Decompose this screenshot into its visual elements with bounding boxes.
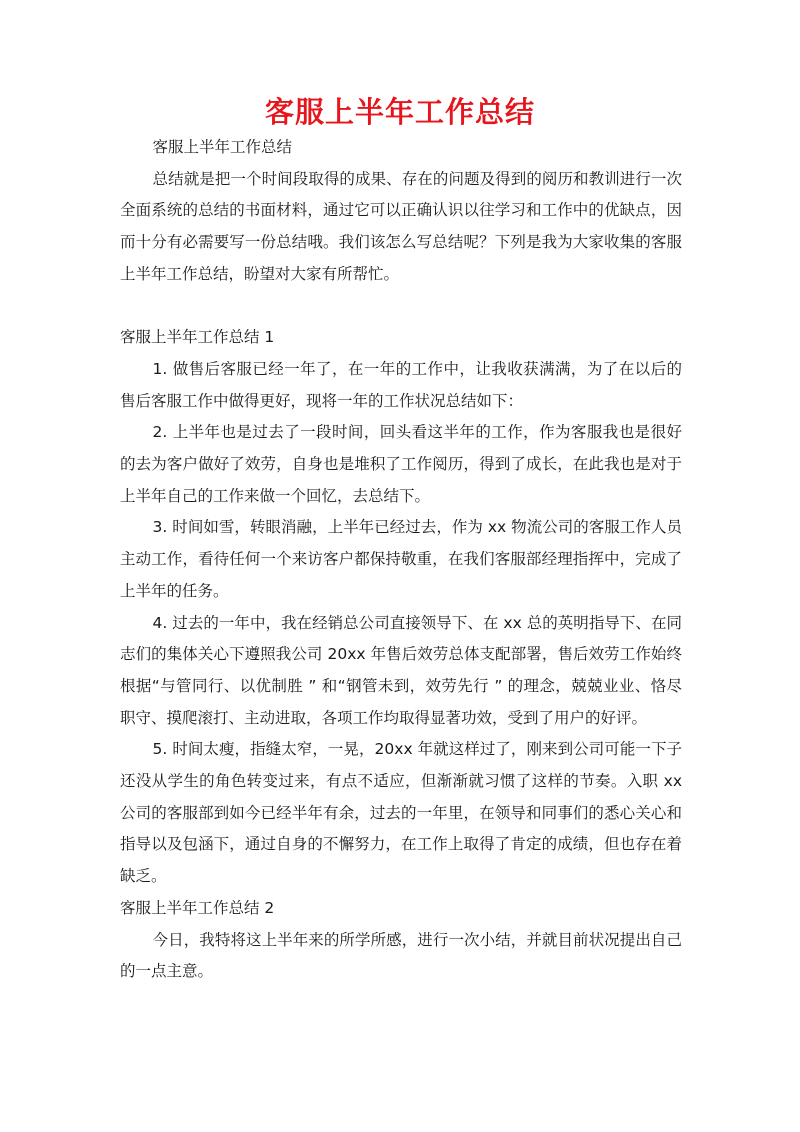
section-2-heading: 客服上半年工作总结 2 bbox=[120, 898, 275, 917]
section-1-paragraph-1: 1. 做售后客服已经一年了，在一年的工作中，让我收获满满，为了在以后的售后客服工作中做得更好，现将一年的工作状况总结如下： bbox=[120, 359, 682, 410]
section-1-paragraph-3: 3. 时间如雪，转眼消融，上半年已经过去，作为 xx 物流公司的客服工作人员主动工作，看待任何一个来访客户都保持敬重，在我们客服部经理指挥中，完成了上半年的任务。 bbox=[120, 518, 682, 600]
section-2-paragraph-1: 今日，我特将这上半年来的所学所感，进行一次小结，并就目前状况提出自己的一点主意。 bbox=[120, 930, 682, 981]
section-1-paragraph-2: 2. 上半年也是过去了一段时间，回头看这半年的工作，作为客服我也是很好的去为客户做好了效劳，自身也是堆积了工作阅历，得到了成长，在此我也是对于上半年自己的工作来做一个回忆，去总结下。 bbox=[120, 423, 682, 505]
section-1-paragraph-4: 4. 过去的一年中，我在经销总公司直接领导下、在 xx 总的英明指导下、在同志们的集体关心下遵照我公司 20xx 年售后效劳总体支配部署，售后效劳工作始终根据“与管同行、以优制胜 ” 和“钢管未到，效劳先行 ” 的理念，兢兢业业、恪尽职守、摸爬滚打、主动进取，各项工作均取得显著功效，受到了用户的好评。 bbox=[120, 613, 682, 727]
blank-line bbox=[120, 291, 682, 323]
document-title: 客服上半年工作总结 bbox=[264, 95, 535, 129]
section-1-heading: 客服上半年工作总结 1 bbox=[120, 328, 275, 347]
document-body bbox=[120, 132, 682, 988]
intro-paragraph: 总结就是把一个时间段取得的成果、存在的问题及得到的阅历和教训进行一次全面系统的总结的书面材料，通过它可以正确认识以往学习和工作中的优缺点，因而十分有必需要写一份总结哦。我们该怎么写总结呢？下列是我为大家收集的客服上半年工作总结，盼望对大家有所帮忙。 bbox=[120, 169, 682, 283]
intro-heading: 客服上半年工作总结 bbox=[152, 138, 293, 156]
section-1-paragraph-5: 5. 时间太瘦，指缝太窄，一晃，20xx 年就这样过了，刚来到公司可能一下子还没从学生的角色转变过来，有点不适应，但渐渐就习惯了这样的节奏。入职 xx 公司的客服部到如今已经半年有余，过去的一年里，在领导和同事们的悉心关心和指导以及包涵下，通过自身的不懈努力，在工作上取得了肯定的成绩，但也存在着缺乏。 bbox=[120, 740, 682, 886]
